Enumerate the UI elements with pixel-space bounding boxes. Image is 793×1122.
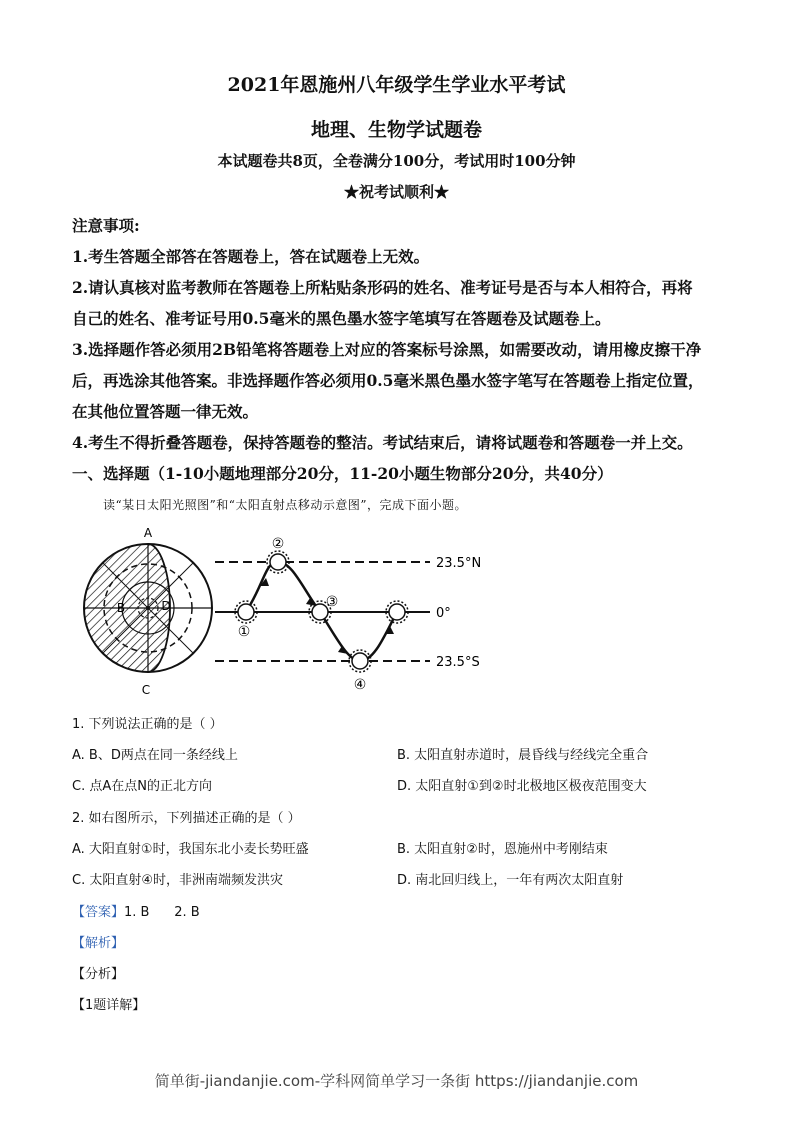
- position-label-1: ①: [237, 624, 251, 640]
- question-1-option-a: A. B、D两点在同一条经线上: [72, 748, 238, 763]
- position-label-2: ②: [271, 536, 285, 552]
- fenxi-label: 【分析】: [72, 967, 125, 982]
- analysis-label: 【解析】: [72, 936, 125, 951]
- detail-label: 【1题详解】: [72, 998, 146, 1013]
- exam-subtitle: 地理、生物学试题卷: [310, 119, 482, 141]
- equator-label: 0°: [436, 606, 451, 621]
- footer-watermark: 简单街-jiandanjie.com-学科网简单学习一条街 https://jiandanjie.com: [154, 1072, 639, 1090]
- sun-position-2: [267, 551, 289, 573]
- point-label-d: D: [161, 599, 171, 613]
- question-2-option-a: A. 大阳直射①时，我国东北小麦长势旺盛: [72, 842, 309, 857]
- exam-title: 2021年恩施州八年级学生学业水平考试: [227, 74, 566, 96]
- note-line: 3.选择题作答必须用2B铅笔将答题卷上对应的答案标号涂黑，如需要改动，请用橡皮擦干净: [72, 340, 702, 359]
- note-line: 2.请认真核对监考教师在答题卷上所粘贴条形码的姓名、准考证号是否与本人相符合，再将: [72, 278, 693, 297]
- answer-value: 1. B 2. B: [124, 905, 200, 920]
- sun-position-5: [386, 601, 408, 623]
- note-line: 在其他位置答题一律无效。: [72, 402, 259, 421]
- tropic-of-cancer-label: 23.5°N: [436, 556, 482, 571]
- illumination-globe: [84, 544, 212, 672]
- note-line: 后，再选涂其他答案。非选择题作答必须用0.5毫米黑色墨水签字笔写在答题卷上指定位置，: [72, 371, 704, 390]
- answer-label: 【答案】: [72, 905, 125, 920]
- point-label-b: B: [116, 601, 126, 615]
- note-line: 自己的姓名、准考证号用0.5毫米的黑色墨水签字笔填写在答题卷及试题卷上。: [72, 309, 611, 328]
- note-line: 1.考生答题全部答在答题卷上，答在试题卷上无效。: [72, 247, 430, 266]
- sun-position-4: [349, 650, 371, 672]
- tropic-of-capricorn-label: 23.5°S: [436, 655, 480, 670]
- position-label-3: ③: [325, 594, 339, 610]
- section-heading: 一、选择题（1-10小题地理部分20分，11-20小题生物部分20分，共40分）: [72, 464, 613, 483]
- question-2-option-d: D. 南北回归线上，一年有两次太阳直射: [397, 873, 624, 888]
- question-1-option-d: D. 太阳直射①到②时北极地区极夜范围变大: [397, 779, 647, 794]
- question-1-option-c: C. 点A在点N的正北方向: [72, 779, 212, 794]
- notes-heading: 注意事项:: [72, 216, 140, 235]
- position-label-4: ④: [353, 677, 367, 693]
- question-2-option-c: C. 太阳直射④时，非洲南端频发洪灾: [72, 873, 283, 888]
- exam-blessing: ★祝考试顺利★: [343, 183, 449, 201]
- sun-position-1: [235, 601, 257, 623]
- point-label-a: A: [143, 526, 153, 540]
- question-1-option-b: B. 太阳直射赤道时，晨昏线与经线完全重合: [397, 748, 649, 763]
- question-intro: 读“某日太阳光照图”和“太阳直射点移动示意图”，完成下面小题。: [103, 498, 468, 512]
- question-2-stem: 2. 如右图所示，下列描述正确的是（ ）: [72, 811, 301, 826]
- exam-info: 本试题卷共8页，全卷满分100分，考试用时100分钟: [217, 152, 576, 170]
- question-2-option-b: B. 太阳直射②时，恩施州中考刚结束: [397, 842, 608, 857]
- answer-line: [72, 901, 200, 920]
- note-line: 4.考生不得折叠答题卷，保持答题卷的整洁。考试结束后，请将试题卷和答题卷一并上交。: [72, 433, 693, 452]
- point-label-c: C: [141, 683, 151, 697]
- question-1-stem: 1. 下列说法正确的是（ ）: [72, 717, 223, 732]
- sun-diagram: [70, 522, 540, 702]
